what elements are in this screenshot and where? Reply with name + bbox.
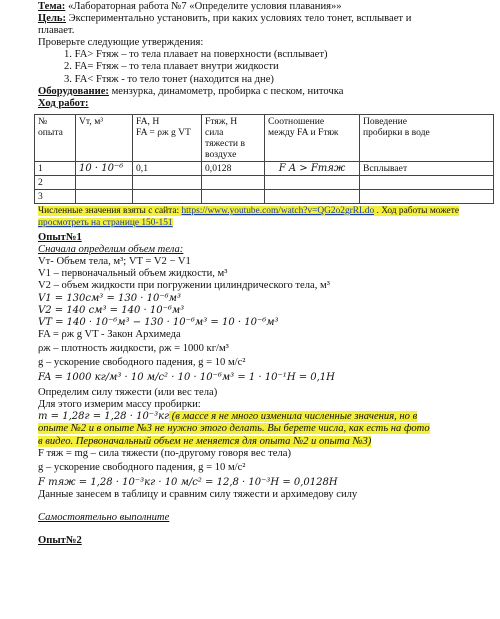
formula-line: VT = 140 · 10⁻⁶м³ − 130 · 10⁻⁶м³ = 10 · 10⁻⁶м³ — [38, 316, 279, 328]
statement-item: 2. FA= Fтяж – то тела плавает внутри жидкости — [64, 61, 279, 73]
table-row — [35, 161, 494, 175]
formula-line: Vт- Объем тела, м³; VT = V2 − V1 — [38, 256, 191, 268]
source-note-pages: просмотреть на странице 150-151 — [38, 217, 173, 228]
source-note-text: . Ход работы можете — [374, 205, 459, 216]
equipment-line — [38, 86, 496, 98]
table-row — [35, 189, 494, 203]
formula-line: FA = 1000 кг/м³ · 10 м/с² · 10 · 10⁻⁶м³ = 1 · 10⁻¹Н = 0,1Н — [38, 372, 335, 384]
formula-line: Данные занесем в таблицу и сравним силу тяжести и архимедову силу — [38, 488, 358, 500]
formula-line: Для этого измерим массу пробирки: — [38, 399, 201, 411]
col-header-gravity: Fтяж, Н сила тяжести в воздухе — [202, 114, 265, 161]
formula-line: Определим силу тяжести (или вес тела) — [38, 387, 218, 399]
table-cell: 10 · 10⁻⁶ — [76, 161, 133, 175]
experiment1-title: Опыт№1 — [38, 232, 82, 244]
statement-item: 1. FA> Fтяж – то тела плавает на поверхности (всплывает) — [64, 49, 328, 61]
table-cell — [265, 175, 360, 189]
self-work-label: Самостоятельно выполните — [38, 512, 170, 523]
document-page — [38, 1, 496, 547]
equipment-text: мензурка, динамометр, пробирка с песком, ниточка — [108, 85, 344, 97]
results-table — [34, 114, 494, 204]
col-header-number: № опыта — [35, 114, 76, 161]
goal-line — [38, 13, 496, 25]
mass-note: (в массе я не много изменила численные значения, но в — [169, 411, 418, 423]
video-link[interactable]: https://www.youtube.com/watch?v=QG2o2grRLdo — [181, 205, 375, 216]
table-cell — [202, 175, 265, 189]
formula-line: F тяж = mg – сила тяжести (по-другому говоря вес тела) — [38, 447, 292, 459]
col-header-behavior: Поведение пробирки в воде — [360, 114, 494, 161]
goal-line-2: плавает. — [38, 25, 75, 37]
formula-line: FA = ρж g VT - Закон Архимеда — [38, 328, 181, 340]
topic-label: Тема: — [38, 1, 66, 12]
goal-label: Цель: — [38, 13, 67, 25]
table-cell — [133, 189, 202, 203]
source-note-text: Численные значения взяты с сайта: — [38, 205, 182, 216]
experiment1-subtitle: Сначала определим объем тела: — [38, 244, 184, 256]
topic-line — [38, 1, 496, 13]
formula-line: V2 – объем жидкости при погружении цилиндрического тела, м³ — [38, 280, 330, 292]
col-header-archimedes: FA, Н FA = ρж g VT — [133, 114, 202, 161]
experiment2-title: Опыт№2 — [38, 535, 82, 547]
statements-list — [38, 49, 496, 85]
formula-line: V2 = 140 см³ = 140 · 10⁻⁶м³ — [38, 304, 185, 316]
table-cell — [265, 189, 360, 203]
formula-line: g – ускорение свободного падения, g = 10 м/с² — [38, 461, 246, 473]
table-cell — [133, 175, 202, 189]
table-cell — [76, 189, 133, 203]
workflow-label: Ход работ: — [38, 97, 89, 109]
table-cell: 0,0128 — [202, 161, 265, 175]
formula-line: g – ускорение свободного падения, g = 10 м/с² — [38, 356, 246, 368]
topic-text: «Лабораторная работа №7 «Определите условия плавания»» — [65, 1, 342, 12]
table-cell: Всплывает — [360, 161, 494, 175]
formula-line: V1 – первоначальный объем жидкости, м³ — [38, 268, 228, 280]
table-cell: 0,1 — [133, 161, 202, 175]
table-cell — [76, 175, 133, 189]
col-header-relation: Соотношение между FA и Fтяж — [265, 114, 360, 161]
table-cell: 1 — [35, 161, 76, 175]
col-header-volume: Vт, м³ — [76, 114, 133, 161]
check-intro: Проверьте следующие утверждения: — [38, 37, 204, 49]
mass-note: в видео. Первоначальный объем не меняется для опыта №2 и опыта №3) — [38, 435, 372, 447]
statement-item: 3. FA< Fтяж - то тело тонет (находится на дне) — [64, 73, 274, 85]
formula-line: V1 = 130см³ = 130 · 10⁻⁶м³ — [38, 292, 181, 304]
table-cell — [202, 189, 265, 203]
mass-note: опыте №2 и в опыте №3 не нужно этого делать. Вы берете числа, как есть на фото — [38, 423, 430, 435]
mass-value: m = 1,28г = 1,28 · 10⁻³кг — [38, 411, 170, 423]
table-cell: 2 — [35, 175, 76, 189]
formula-line: F тяж = 1,28 · 10⁻³кг · 10 м/с² = 12,8 · 10⁻³Н = 0,0128Н — [38, 476, 338, 488]
source-note — [38, 205, 496, 229]
table-cell: F A > Fтяж — [265, 161, 360, 175]
table-header-row — [35, 114, 494, 161]
goal-text: Экспериментально установить, при каких условиях тело тонет, всплывает и — [66, 13, 412, 25]
table-row — [35, 175, 494, 189]
table-cell — [360, 175, 494, 189]
table-cell — [360, 189, 494, 203]
equipment-label: Оборудование: — [38, 85, 109, 97]
mass-line — [38, 411, 496, 423]
formula-line: ρж – плотность жидкости, ρж = 1000 кг/м³ — [38, 342, 229, 354]
table-cell: 3 — [35, 189, 76, 203]
